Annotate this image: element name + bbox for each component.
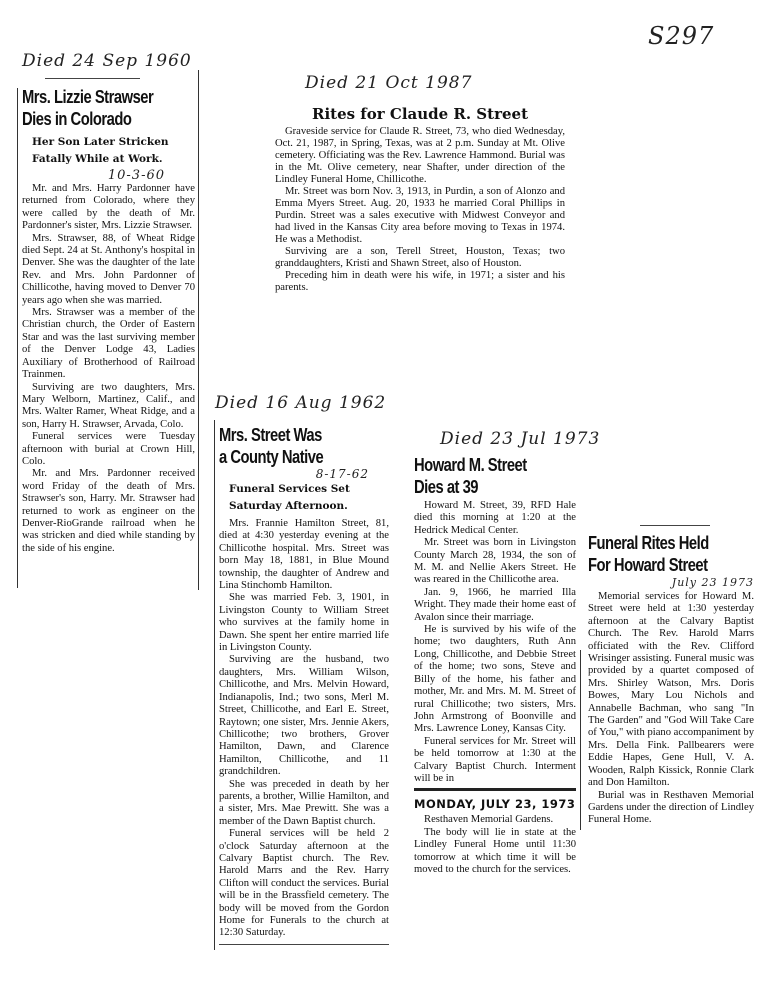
handwritten-date: Died 24 Sep 1960 (22, 51, 192, 71)
column-border (214, 420, 215, 950)
paragraph: Mrs. Frannie Hamilton Street, 81, died at 4:30 yesterday evening at the Chillicothe hospital. Mrs. Street was born May 18, 1881, in Blue Mound township, the daughter of Andrew and Lina Stinchomb Hamilton. (219, 518, 389, 592)
article-body (219, 518, 389, 940)
paragraph: Jan. 9, 1966, he married Illa Wright. They made their home east of Avalon since their marriage. (414, 586, 576, 623)
paragraph: He is survived by his wife of the home; two daughters, Ruth Ann Long, Chillicothe, and Debbie Street of the home; two sons, Steve and Billy of the home, his father and mother, Mr. and Mrs. M. M. Street of rural Chillicothe; two sisters, Mrs. John Armstrong of Boonville and Mrs. Lawrence Loney, Kansas City. (414, 624, 576, 735)
paragraph: Surviving are the husband, two daughters, Mrs. William Wilson, Chillicothe, and Mrs. Melvin Howard, Indianapolis, Ind.; two sons, Merl M. Street, Chillicothe, and Earl E. Street, Raytown; one sister, Mrs. Jennie Akers, Chillicothe; two brothers, Grover Hamilton, Dawn, and Clarence Hamilton, Chillicothe, and 11 grandchildren. (219, 654, 389, 778)
paragraph: Funeral services will be held 2 o'clock Saturday afternoon at the Calvary Baptist church. The Rev. Harold Marrs and the Rev. Harry Clifton will conduct the services. Burial will be in the Brassfield cemetery. The body will be moved from the Gordon Home for Funerals to the church at 12:30 Saturday. (219, 828, 389, 939)
headline: Mrs. Lizzie Strawser (22, 87, 154, 107)
headline: Howard M. Street (414, 455, 527, 475)
paragraph: Funeral services were Tuesday afternoon with burial at Crown Hill, Colo. (22, 431, 195, 467)
article-body (275, 126, 565, 294)
column-border (580, 650, 581, 830)
paragraph: The body will lie in state at the Lindley Funeral Home until 11:30 tomorrow at which time it will be moved to the church for the services. (414, 826, 576, 875)
paragraph: She was married Feb. 3, 1901, in Livingston County to William Street who survives at the family home in Dawn. She spent her entire married life in Livingston County. (219, 592, 389, 654)
paragraph: Burial was in Resthaven Memorial Gardens under the direction of Lindley Funeral Home. (588, 789, 754, 826)
page-number-mark: S297 (648, 22, 715, 50)
handwritten-note: July 23 1973 (671, 576, 754, 589)
subhead: Her Son Later Stricken (32, 136, 169, 148)
divider (45, 78, 140, 79)
paragraph: Surviving are two daughters, Mrs. Mary Welborn, Martinez, Calif., and Mrs. Walter Ramer, Wheat Ridge, and a son, Harry H. Strawser, Arvada, Colo. (22, 381, 195, 430)
subhead: Fatally While at Work. (32, 153, 163, 165)
headline: Dies at 39 (414, 477, 479, 497)
obituary-frannie-street (219, 424, 389, 945)
paragraph: Mr. Street was born Nov. 3, 1913, in Purdin, a son of Alonzo and Emma Myers Street. Aug. 20, 1933 he married Coral Phillips in Purdin. Street was a sales executive with Midwest Conveyor and had lived in the Kansas City area before moving to Texas in 1974. He was a Methodist. (275, 186, 565, 245)
paragraph: Mrs. Strawser was a member of the Christian church, the Order of Eastern Star and was the last surviving member of the Denver Lodge 43, Ladies Auxiliary of Brotherhood of Railroad Trainmen. (22, 307, 195, 381)
headline: a County Native (219, 447, 324, 467)
subhead: Funeral Services Set (229, 483, 350, 495)
divider (640, 525, 710, 526)
handwritten-date: Died 23 Jul 1973 (440, 429, 601, 449)
paragraph: Mr. and Mrs. Pardonner received word Friday of the death of Mrs. Strawser's son, Harry. Mr. Strawser had returned to work as engineer on the Denver-RioGrande railroad when he was stricken and died while standing by the side of his engine. (22, 468, 195, 554)
obituary-lizzie-strawser (22, 86, 195, 555)
article-body (588, 591, 754, 827)
article-body (22, 183, 195, 555)
headline: Rites for Claude R. Street (312, 105, 528, 123)
headline: Dies in Colorado (22, 109, 132, 129)
column-border (198, 70, 199, 590)
article-body (414, 500, 576, 785)
paragraph: Mr. Street was born in Livingston County March 28, 1934, the son of M. M. and Nellie Akers Street. He was reared in the Chillicothe area. (414, 537, 576, 586)
divider (219, 944, 389, 945)
paragraph: Mr. and Mrs. Harry Pardonner have returned from Colorado, where they were called by the death of Mr. Pardonner's sister, Mrs. Lizzie Strawser. (22, 183, 195, 232)
obituary-claude-street (275, 102, 565, 294)
paragraph: Preceding him in death were his wife, in 1971; a sister and his parents. (275, 270, 565, 293)
paragraph: She was preceded in death by her parents, a brother, Willie Hamilton, and a sister, Mrs. Mae Prewitt. She was a member of the Dawn Baptist church. (219, 778, 389, 827)
headline: For Howard Street (588, 555, 708, 575)
handwritten-note: 10-3-60 (107, 168, 165, 183)
handwritten-date: Died 16 Aug 1962 (215, 393, 387, 413)
handwritten-date: Died 21 Oct 1987 (305, 73, 473, 93)
divider (414, 788, 576, 791)
obituary-funeral-rites-howard-street (588, 532, 754, 827)
dateline: MONDAY, JULY 23, 1973 (414, 797, 576, 812)
article-body-continued (414, 814, 576, 876)
handwritten-note: 8-17-62 (315, 467, 369, 481)
paragraph: Funeral services for Mr. Street will be held tomorrow at 1:30 at the Calvary Baptist Church. Interment will be in (414, 735, 576, 784)
paragraph: Graveside service for Claude R. Street, 73, who died Wednesday, Oct. 21, 1987, in Spring, Texas, was at 2 p.m. Sunday at Mt. Olive cemetery. Officiating was the Rev. Lawrence Hammond. Burial was in the Mt. Olive cemetery, near Shafter, under direction of the Lindley Funeral Home, Chillicothe. (275, 126, 565, 185)
paragraph: Resthaven Memorial Gardens. (424, 814, 554, 826)
column-border (17, 88, 18, 588)
subhead: Saturday Afternoon. (229, 500, 348, 512)
paragraph: Howard M. Street, 39, RFD Hale died this morning at 1:20 at the Hedrick Medical Center. (414, 500, 576, 536)
paragraph: Surviving are a son, Terell Street, Houston, Texas; two granddaughters, Kristi and Shawn Street, also of Houston. (275, 246, 565, 269)
paragraph: Memorial services for Howard M. Street were held at 1:30 yesterday afternoon at the Calvary Baptist Church. The Rev. Harold Marrs officiated with the Rev. Clifford Wrisinger assisting. Funeral music was provided by a quartet composed of Mrs. Shirley Watson, Mrs. Doris Bowes, Mary Lou Nichols and Annabelle Bachman, who sang "In The Garden" and "God Will Take Care of You," with piano accompaniment by Mrs. Della Fink. Pallbearers were Eddie Hapes, Gene Hull, V. A. Wooden, Ralph Kissick, Ronnie Clark and Don Hamilton. (588, 591, 754, 789)
obituary-howard-street (414, 454, 576, 876)
headline: Mrs. Street Was (219, 425, 322, 445)
headline: Funeral Rites Held (588, 533, 709, 553)
paragraph: Mrs. Strawser, 88, of Wheat Ridge died Sept. 24 at St. Anthony's hospital in Denver. She was the daughter of the late Rev. and Mrs. John Pardonner of Chillicothe, having moved to Denver 70 years ago when she was married. (22, 232, 195, 306)
